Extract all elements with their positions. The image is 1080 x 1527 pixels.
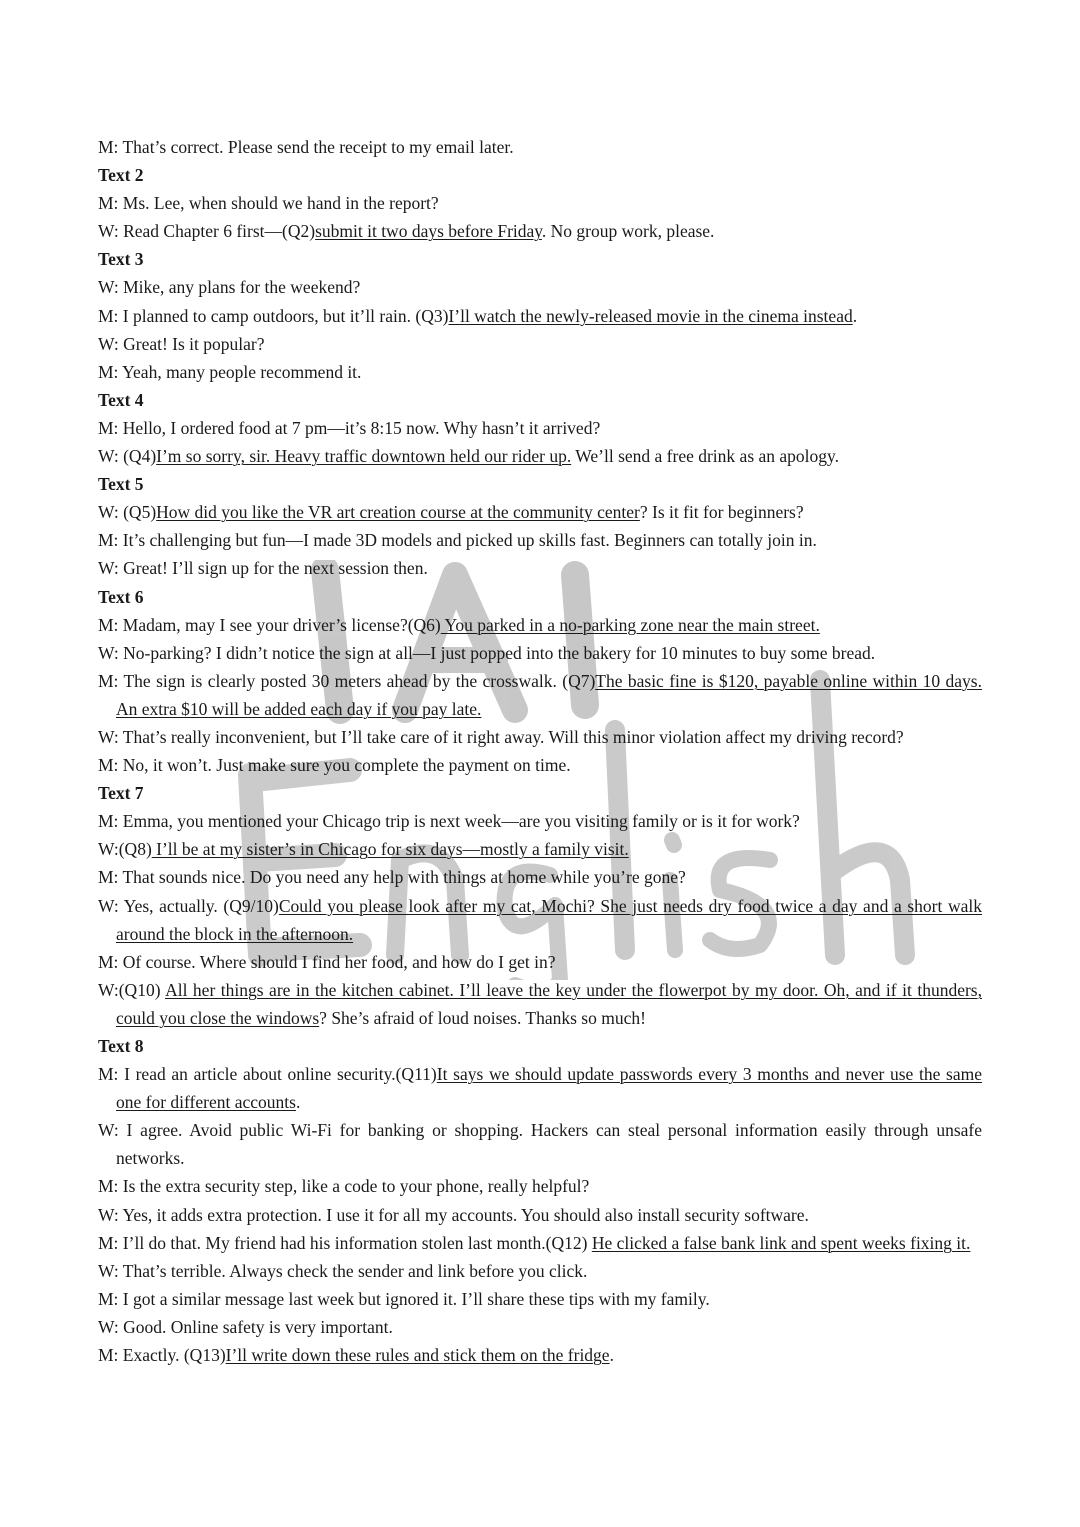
dialogue-line [98,1341,982,1369]
text-segment: M: That sounds nice. Do you need any help with things at home while you’re gone? [98,867,686,888]
text-segment: . [295,1092,301,1113]
dialogue-line [98,723,982,751]
text-segment: M: That’s correct. Please send the receipt to my email later. [98,137,514,157]
text-segment: M: Emma, you mentioned your Chicago trip is next week—are you visiting family or is it for work? [98,811,800,832]
text-segment: ? She’s afraid of loud noises. Thanks so much! [319,1007,646,1028]
text-segment: M: The sign is clearly posted 30 meters ahead by the crosswalk. (Q7) [98,670,596,691]
text-segment: Text 8 [98,1036,144,1056]
dialogue-line [98,554,982,582]
dialogue-line [98,639,982,667]
text-segment: Text 5 [98,474,144,495]
text-segment: Text 2 [98,165,144,186]
text-segment: W: That’s terrible. Always check the sender and link before you click. [98,1260,588,1281]
text-segment: M: I got a similar message last week but ignored it. I’ll share these tips with my family. [98,1288,710,1309]
text-segment: Text 3 [98,249,144,270]
dialogue-line [98,1285,982,1313]
text-segment: M: I read an article about online security.(Q11) [98,1064,437,1085]
text-segment: M: Of course. Where should I find her food, and how do I get in? [98,951,556,972]
text-segment: M: I’ll do that. My friend had his information stolen last month.(Q12) [98,1232,592,1253]
answer-underline: I’ll write down these rules and stick them on the fridge [225,1345,610,1366]
answer-underline: Could you please look after my cat, Mochi? She just needs dry food twice a day and a short walk around the block in the afternoon. [116,895,982,944]
answer-underline: I’m so sorry, sir. Heavy traffic downtown held our rider up. [156,446,572,467]
answer-underline: It says we should update passwords every 3 months and never use the same one for different accounts [116,1064,983,1113]
text-segment: W: Yes, actually. (Q9/10) [98,895,279,916]
dialogue-line [98,1229,982,1257]
text-segment: W:(Q10) [98,979,166,1000]
dialogue-line [98,948,982,976]
answer-underline: How did you like the VR art creation course at the community center [156,502,640,523]
dialogue-line [98,807,982,835]
section-heading [98,386,982,414]
dialogue-line [98,330,982,358]
text-segment: M: I planned to camp outdoors, but it’ll rain. (Q3) [98,305,449,326]
answer-underline: I’ll watch the newly-released movie in the cinema instead [448,305,853,326]
answer-underline: All her things are in the kitchen cabinet. I’ll leave the key under the flowerpot by my door. Oh, and if it thunders, could you close the windows [116,979,982,1028]
dialogue-line [98,414,982,442]
text-segment: W: That’s really inconvenient, but I’ll take care of it right away. Will this minor violation affect my driving record? [98,726,904,747]
text-segment: W: I agree. Avoid public Wi-Fi for banking or shopping. Hackers can steal personal information easily through unsafe networks. [98,1120,982,1169]
dialogue-line [98,189,982,217]
dialogue-line [98,835,982,863]
text-segment: M: Yeah, many people recommend it. [98,361,362,382]
dialogue-line [98,442,982,470]
text-segment: M: It’s challenging but fun—I made 3D models and picked up skills fast. Beginners can totally join in. [98,530,817,551]
dialogue-line [98,1257,982,1285]
dialogue-line [98,611,982,639]
dialogue-line [98,1172,982,1200]
dialogue-line [98,217,982,245]
section-heading [98,470,982,498]
text-segment: W: Read Chapter 6 first—(Q2) [98,221,316,242]
text-segment: M: Exactly. (Q13) [98,1345,226,1366]
dialogue-line [98,667,982,723]
answer-underline: submit it two days before Friday [315,221,542,242]
dialogue-line [98,863,982,891]
answer-underline: I’ll be at my sister’s in Chicago for six days—mostly a family visit. [151,839,629,860]
text-segment: . [852,305,858,326]
text-segment: . No group work, please. [541,221,715,242]
text-segment: M: Ms. Lee, when should we hand in the report? [98,193,439,214]
dialogue-line [98,892,982,948]
text-segment: W: (Q4) [98,446,157,467]
answer-underline: He clicked a false bank link and spent weeks fixing it. [591,1232,971,1253]
dialogue-line [98,1116,982,1172]
section-heading [98,161,982,189]
section-heading [98,583,982,611]
dialogue-line [98,1313,982,1341]
text-segment: We’ll send a free drink as an apology. [571,446,840,467]
dialogue-line [98,498,982,526]
text-segment: W: Great! I’ll sign up for the next session then. [98,558,428,579]
text-segment: W: Yes, it adds extra protection. I use it for all my accounts. You should also install security software. [98,1204,809,1225]
text-segment: Text 6 [98,586,144,607]
dialogue-line [98,751,982,779]
dialogue-line [98,302,982,330]
section-heading [98,245,982,273]
text-segment: M: No, it won’t. Just make sure you complete the payment on time. [98,755,571,776]
answer-underline: You parked in a no-parking zone near the main street. [440,614,820,635]
text-segment: W:(Q8) [98,839,152,860]
section-heading [98,1032,982,1060]
dialogue-line [98,358,982,386]
text-segment: Text 7 [98,783,144,804]
text-segment: W: (Q5) [98,502,157,523]
answer-underline: The basic fine is $120, payable online within 10 days. An extra $10 will be added each day if you pay late. [116,670,982,719]
section-heading [98,779,982,807]
text-segment: . [609,1345,614,1366]
text-segment: ? Is it fit for beginners? [639,502,804,523]
text-segment: W: Good. Online safety is very important. [98,1316,393,1337]
text-segment: M: Is the extra security step, like a code to your phone, really helpful? [98,1176,590,1197]
transcript-page [98,133,982,1369]
text-segment: W: No-parking? I didn’t notice the sign at all—I just popped into the bakery for 10 minutes to buy some bread. [98,642,876,663]
dialogue-line [98,133,982,161]
text-segment: W: Mike, any plans for the weekend? [98,277,361,298]
dialogue-line [98,976,982,1032]
text-segment: Text 4 [98,389,144,410]
text-segment: M: Madam, may I see your driver’s license?(Q6) [98,614,441,635]
text-segment: W: Great! Is it popular? [98,333,265,354]
dialogue-line [98,273,982,301]
dialogue-line [98,526,982,554]
dialogue-line [98,1060,982,1116]
text-segment: M: Hello, I ordered food at 7 pm—it’s 8:15 now. Why hasn’t it arrived? [98,417,601,438]
dialogue-line [98,1201,982,1229]
